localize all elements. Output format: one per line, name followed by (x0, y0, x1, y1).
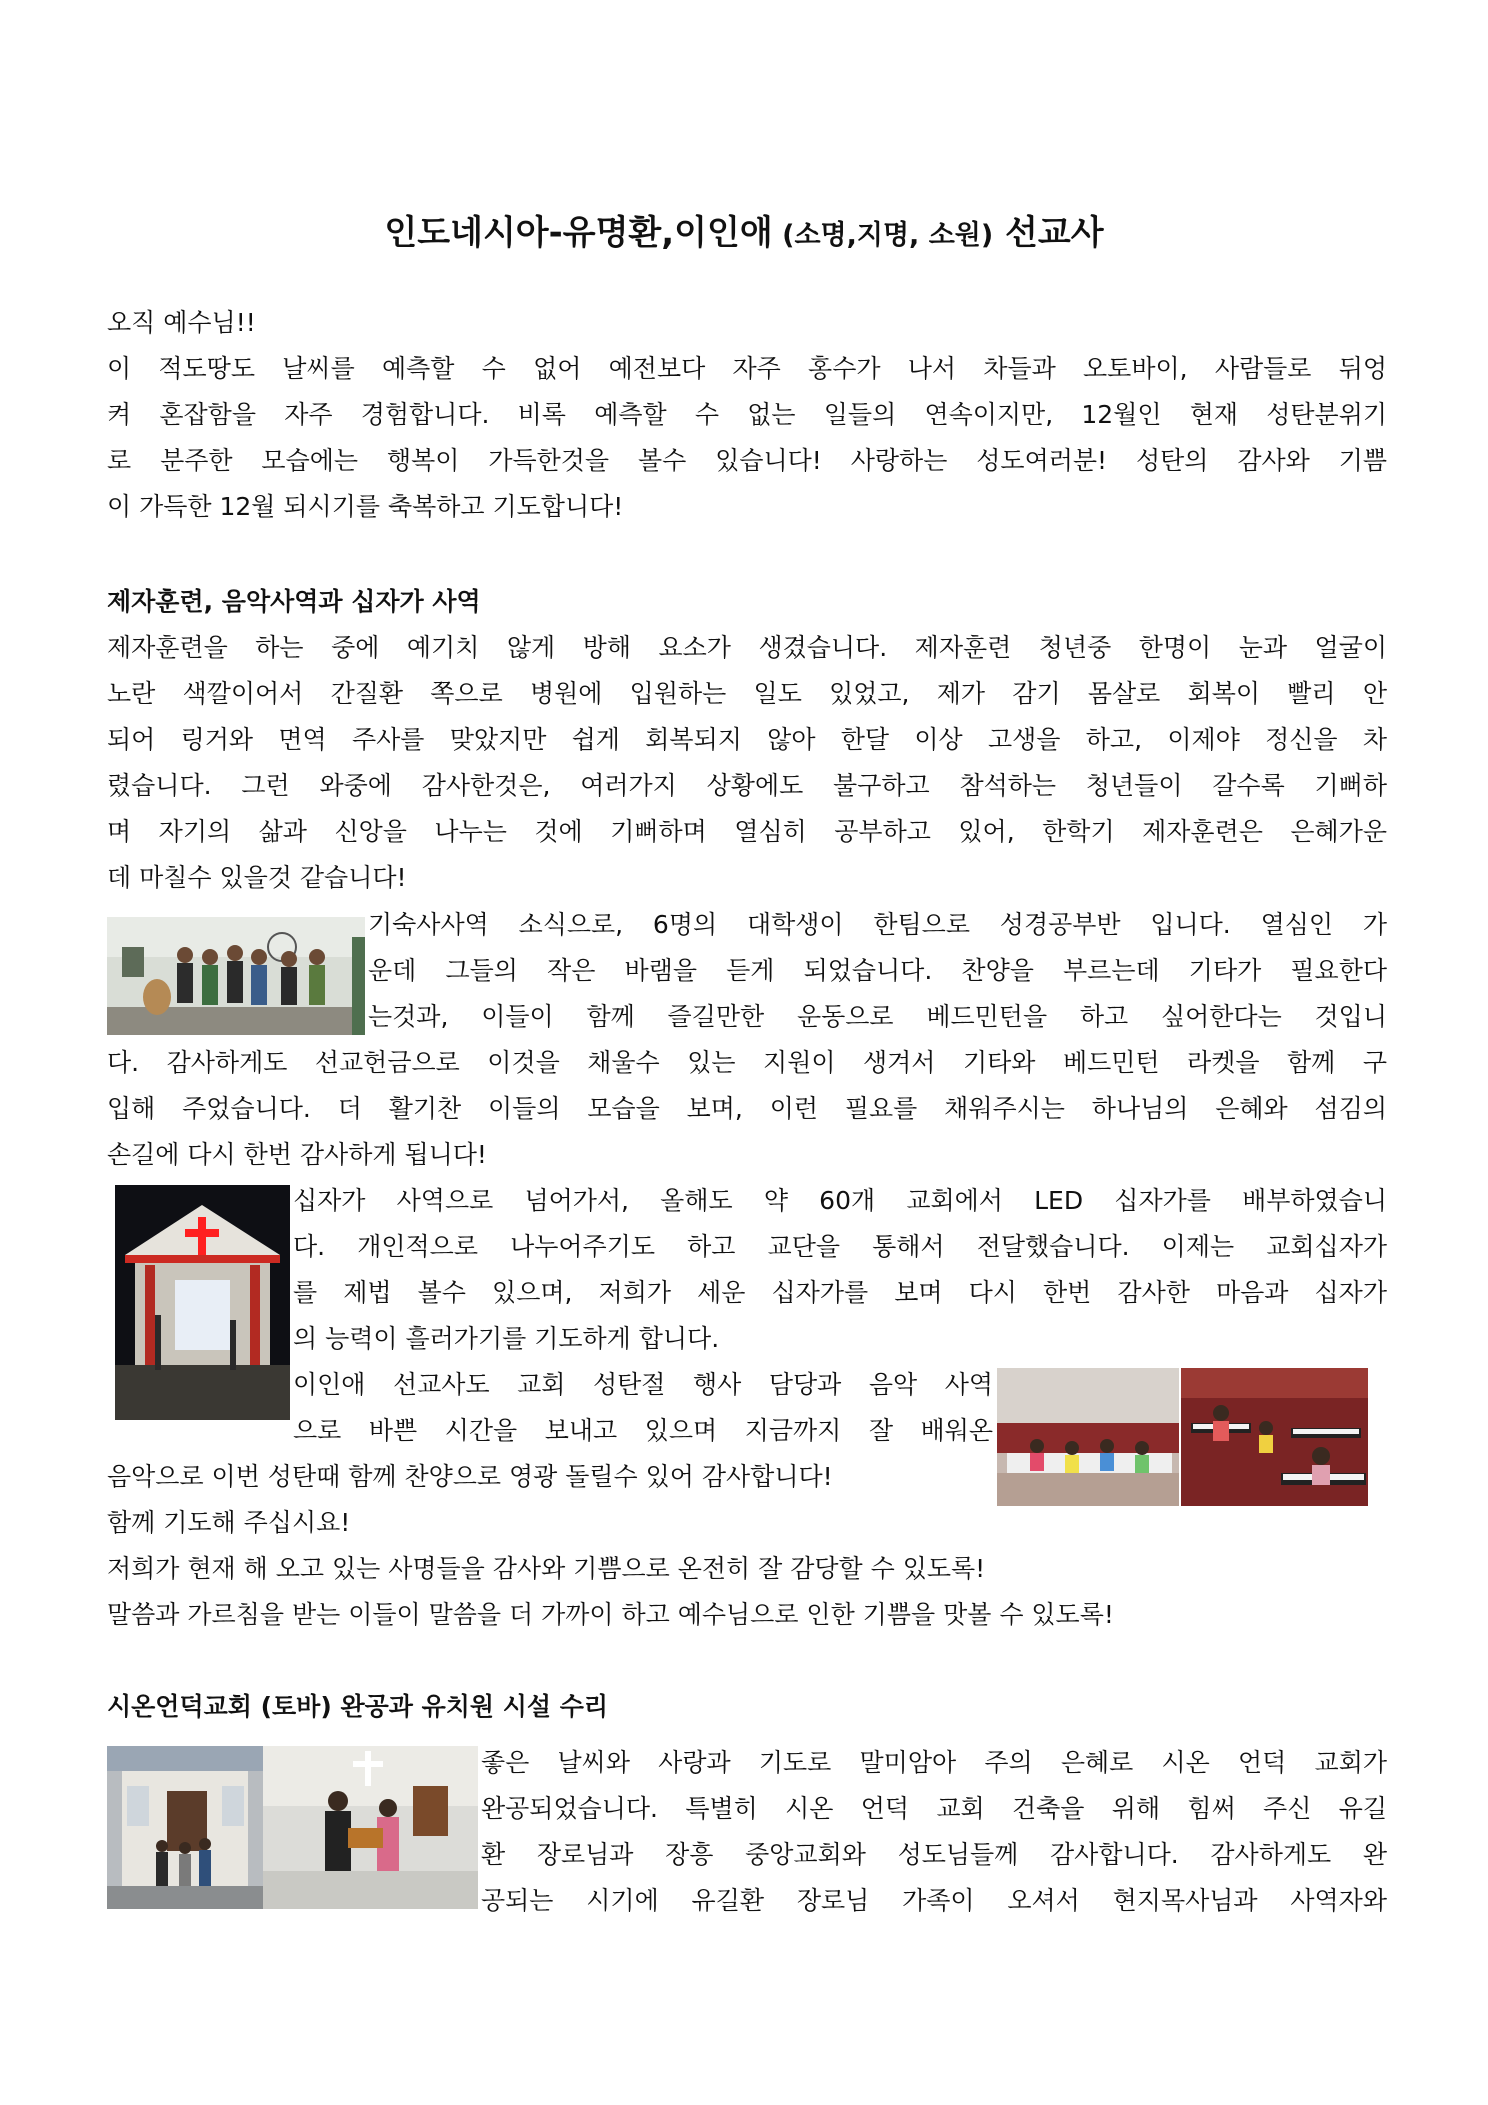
paragraph-line: 노란 색깔이어서 간질환 쪽으로 병원에 입원하는 일도 있었고, 제가 감기 몸살로 회복이 빨리 안 (107, 679, 1387, 708)
intro-line: 로 분주한 모습에는 행복이 가득한것을 볼수 있습니다! 사랑하는 성도여러분! 성탄의 감사와 기쁨 (107, 446, 1387, 475)
intro-line: 오직 예수님!! (107, 308, 256, 337)
paragraph-line: 음악으로 이번 성탄때 함께 찬양으로 영광 돌릴수 있어 감사합니다! (107, 1462, 833, 1491)
title-paren: (소명,지명, 소원) (772, 220, 994, 251)
paragraph-line: 렸습니다. 그런 와중에 감사한것은, 여러가지 상황에도 불구하고 참석하는 청년들이 갈수록 기뻐하 (107, 771, 1387, 800)
intro-line: 이 적도땅도 날씨를 예측할 수 없어 예전보다 자주 홍수가 나서 차들과 오토바이, 사람들로 뒤엉 (107, 354, 1387, 383)
paragraph-line: 의 능력이 흘러가기를 기도하게 합니다. (293, 1324, 720, 1353)
section-heading: 시온언덕교회 (토바) 완공과 유치원 시설 수리 (107, 1692, 609, 1721)
prayer-line: 말씀과 가르침을 받는 이들이 말씀을 더 가까이 하고 예수님으로 인한 기쁨을 맛볼 수 있도록! (107, 1600, 1114, 1629)
paragraph-line: 다. 감사하게도 선교헌금으로 이것을 채울수 있는 지원이 생겨서 기타와 베드민턴 라켓을 함께 구 (107, 1048, 1387, 1077)
section-heading: 제자훈련, 음악사역과 십자가 사역 (107, 587, 481, 616)
title-tail: 선교사 (993, 213, 1104, 253)
page-title (0, 205, 1488, 254)
paragraph-line: 십자가 사역으로 넘어가서, 올해도 약 60개 교회에서 LED 십자가를 배부하였습니 (293, 1186, 1387, 1215)
music-class-photo-2 (1181, 1368, 1368, 1506)
paragraph-line: 이인애 선교사도 교회 성탄절 행사 담당과 음악 사역 (293, 1370, 993, 1399)
paragraph-line: 공되는 시기에 유길환 장로님 가족이 오셔서 현지목사님과 사역자와 (481, 1886, 1387, 1915)
zion-church-interior-photo (263, 1746, 478, 1909)
paragraph-line: 며 자기의 삶과 신앙을 나누는 것에 기뻐하며 열심히 공부하고 있어, 한학기 제자훈련은 은혜가운 (107, 817, 1387, 846)
paragraph-line: 제자훈련을 하는 중에 예기치 않게 방해 요소가 생겼습니다. 제자훈련 청년중 한명이 눈과 얼굴이 (107, 633, 1387, 662)
paragraph-line: 좋은 날씨와 사랑과 기도로 말미암아 주의 은혜로 시온 언덕 교회가 (481, 1748, 1387, 1777)
paragraph-line: 는것과, 이들이 함께 즐길만한 운동으로 베드민턴을 하고 싶어한다는 것입니 (368, 1002, 1387, 1031)
title-main: 인도네시아-유명환,이인애 (384, 213, 773, 253)
paragraph-line: 입해 주었습니다. 더 활기찬 이들의 모습을 보며, 이런 필요를 채워주시는 하나님의 은혜와 섬김의 (107, 1094, 1387, 1123)
paragraph-line: 환 장로님과 장흥 중앙교회와 성도님들께 감사합니다. 감사하게도 완 (481, 1840, 1387, 1869)
paragraph-line: 으로 바쁜 시간을 보내고 있으며 지금까지 잘 배워온 (293, 1416, 993, 1445)
paragraph-line: 기숙사사역 소식으로, 6명의 대학생이 한팀으로 성경공부반 입니다. 열심인 가 (368, 910, 1387, 939)
zion-church-exterior-photo (107, 1746, 263, 1909)
paragraph-line: 손길에 다시 한번 감사하게 됩니다! (107, 1140, 487, 1169)
paragraph-line: 를 제법 볼수 있으며, 저희가 세운 십자가를 보며 다시 한번 감사한 마음과 십자가 (293, 1278, 1387, 1307)
paragraph-line: 다. 개인적으로 나누어주기도 하고 교단을 통해서 전달했습니다. 이제는 교회십자가 (293, 1232, 1387, 1261)
intro-line: 켜 혼잡함을 자주 경험합니다. 비록 예측할 수 없는 일들의 연속이지만, 12월인 현재 성탄분위기 (107, 400, 1387, 429)
intro-line: 이 가득한 12월 되시기를 축복하고 기도합니다! (107, 492, 624, 521)
dorm-students-photo (107, 917, 365, 1035)
church-led-cross-photo (115, 1185, 290, 1420)
paragraph-line: 데 마칠수 있을것 같습니다! (107, 863, 407, 892)
prayer-line: 함께 기도해 주십시요! (107, 1508, 351, 1537)
paragraph-line: 되어 링거와 면역 주사를 맞았지만 쉽게 회복되지 않아 한달 이상 고생을 하고, 이제야 정신을 차 (107, 725, 1387, 754)
music-class-photo-1 (997, 1368, 1179, 1506)
paragraph-line: 완공되었습니다. 특별히 시온 언덕 교회 건축을 위해 힘써 주신 유길 (481, 1794, 1387, 1823)
paragraph-line: 운데 그들의 작은 바램을 듣게 되었습니다. 찬양을 부르는데 기타가 필요한다 (368, 956, 1387, 985)
prayer-line: 저희가 현재 해 오고 있는 사명들을 감사와 기쁨으로 온전히 잘 감당할 수 있도록! (107, 1554, 986, 1583)
